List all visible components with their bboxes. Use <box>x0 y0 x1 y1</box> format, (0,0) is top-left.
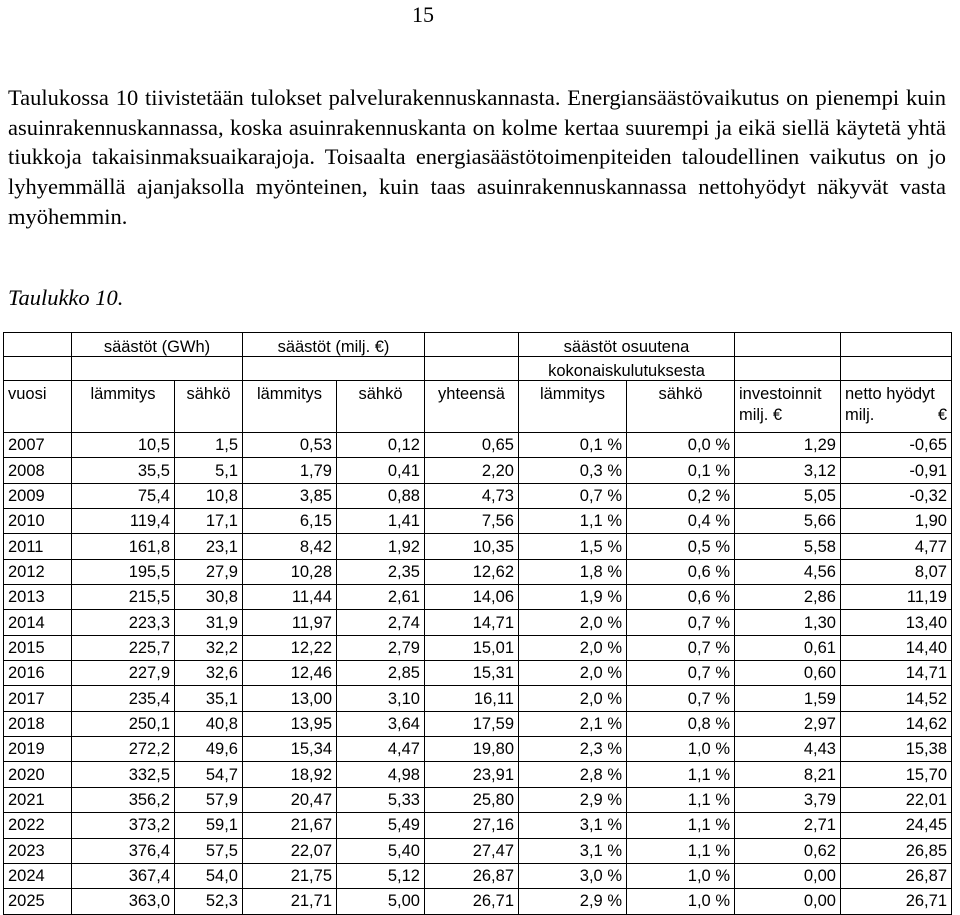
cell-year: 2013 <box>4 585 72 610</box>
cell-net-benefit: 8,07 <box>841 559 952 584</box>
cell-net-benefit: 1,90 <box>841 509 952 534</box>
cell-net-benefit: 15,38 <box>841 737 952 762</box>
cell-investments: 0,00 <box>735 889 841 914</box>
cell-heat-share: 2,0 % <box>519 686 627 711</box>
cell-year: 2017 <box>4 686 72 711</box>
cell-heat-gwh: 223,3 <box>72 610 175 635</box>
cell-investments: 5,05 <box>735 483 841 508</box>
cell-heat-share: 2,0 % <box>519 635 627 660</box>
cell-elec-share: 0,7 % <box>627 635 735 660</box>
header-blank <box>4 333 72 357</box>
cell-heat-gwh: 10,5 <box>72 433 175 458</box>
cell-heat-gwh: 356,2 <box>72 787 175 812</box>
cell-investments: 0,00 <box>735 863 841 888</box>
header-blank <box>425 357 519 381</box>
table-row <box>4 559 952 584</box>
column-header-elec-share: sähkö <box>627 381 735 433</box>
cell-total-meur: 0,65 <box>425 433 519 458</box>
table-row <box>4 863 952 888</box>
cell-heat-share: 1,9 % <box>519 585 627 610</box>
cell-elec-gwh: 54,7 <box>175 762 243 787</box>
table-row <box>4 534 952 559</box>
header-blank <box>72 357 243 381</box>
cell-heat-share: 3,1 % <box>519 813 627 838</box>
column-header-heat-meur: lämmitys <box>243 381 337 433</box>
cell-elec-gwh: 40,8 <box>175 711 243 736</box>
cell-elec-meur: 2,85 <box>337 661 425 686</box>
cell-heat-gwh: 373,2 <box>72 813 175 838</box>
cell-elec-gwh: 49,6 <box>175 737 243 762</box>
cell-net-benefit: 22,01 <box>841 787 952 812</box>
cell-net-benefit: -0,65 <box>841 433 952 458</box>
cell-heat-gwh: 250,1 <box>72 711 175 736</box>
cell-elec-gwh: 32,2 <box>175 635 243 660</box>
cell-elec-share: 0,5 % <box>627 534 735 559</box>
cell-heat-gwh: 376,4 <box>72 838 175 863</box>
cell-investments: 0,60 <box>735 661 841 686</box>
column-header-net-benefit: netto hyödyt milj. € <box>841 381 952 433</box>
savings-table <box>3 332 952 915</box>
table-row <box>4 433 952 458</box>
cell-heat-meur: 6,15 <box>243 509 337 534</box>
cell-year: 2018 <box>4 711 72 736</box>
cell-elec-gwh: 31,9 <box>175 610 243 635</box>
cell-elec-gwh: 57,5 <box>175 838 243 863</box>
cell-elec-meur: 5,33 <box>337 787 425 812</box>
cell-heat-meur: 3,85 <box>243 483 337 508</box>
cell-heat-share: 1,5 % <box>519 534 627 559</box>
cell-elec-share: 0,7 % <box>627 661 735 686</box>
cell-heat-share: 1,1 % <box>519 509 627 534</box>
cell-heat-meur: 11,44 <box>243 585 337 610</box>
cell-heat-gwh: 332,5 <box>72 762 175 787</box>
cell-net-benefit: -0,91 <box>841 458 952 483</box>
cell-investments: 4,56 <box>735 559 841 584</box>
cell-heat-gwh: 272,2 <box>72 737 175 762</box>
cell-total-meur: 23,91 <box>425 762 519 787</box>
cell-elec-share: 0,6 % <box>627 559 735 584</box>
table-row <box>4 635 952 660</box>
cell-investments: 3,12 <box>735 458 841 483</box>
cell-elec-gwh: 32,6 <box>175 661 243 686</box>
cell-investments: 5,58 <box>735 534 841 559</box>
cell-heat-share: 0,7 % <box>519 483 627 508</box>
cell-total-meur: 17,59 <box>425 711 519 736</box>
group-header-savings-gwh: säästöt (GWh) <box>72 333 243 357</box>
cell-year: 2023 <box>4 838 72 863</box>
cell-elec-gwh: 5,1 <box>175 458 243 483</box>
cell-elec-meur: 5,12 <box>337 863 425 888</box>
table-row <box>4 838 952 863</box>
cell-net-benefit: 4,77 <box>841 534 952 559</box>
column-header-heat-share: lämmitys <box>519 381 627 433</box>
cell-elec-share: 1,1 % <box>627 787 735 812</box>
cell-elec-meur: 0,12 <box>337 433 425 458</box>
cell-investments: 0,62 <box>735 838 841 863</box>
cell-net-benefit: 26,71 <box>841 889 952 914</box>
cell-elec-gwh: 27,9 <box>175 559 243 584</box>
cell-elec-meur: 5,49 <box>337 813 425 838</box>
cell-total-meur: 19,80 <box>425 737 519 762</box>
cell-elec-gwh: 54,0 <box>175 863 243 888</box>
cell-heat-share: 2,9 % <box>519 889 627 914</box>
cell-heat-meur: 21,71 <box>243 889 337 914</box>
cell-elec-share: 0,7 % <box>627 610 735 635</box>
header-blank <box>841 357 952 381</box>
cell-investments: 1,30 <box>735 610 841 635</box>
cell-total-meur: 14,06 <box>425 585 519 610</box>
cell-net-benefit: 14,40 <box>841 635 952 660</box>
cell-heat-gwh: 161,8 <box>72 534 175 559</box>
column-header-year: vuosi <box>4 381 72 433</box>
cell-heat-share: 2,0 % <box>519 610 627 635</box>
header-blank <box>243 357 425 381</box>
cell-elec-meur: 1,41 <box>337 509 425 534</box>
cell-total-meur: 12,62 <box>425 559 519 584</box>
group-header-share-line1: säästöt osuutena <box>519 333 735 357</box>
cell-net-benefit: -0,32 <box>841 483 952 508</box>
cell-elec-share: 1,0 % <box>627 863 735 888</box>
cell-year: 2015 <box>4 635 72 660</box>
cell-heat-gwh: 195,5 <box>72 559 175 584</box>
cell-elec-share: 0,8 % <box>627 711 735 736</box>
cell-year: 2022 <box>4 813 72 838</box>
cell-heat-share: 0,1 % <box>519 433 627 458</box>
cell-elec-share: 0,7 % <box>627 686 735 711</box>
cell-heat-share: 2,8 % <box>519 762 627 787</box>
cell-elec-share: 0,1 % <box>627 458 735 483</box>
cell-elec-meur: 3,10 <box>337 686 425 711</box>
cell-elec-share: 0,4 % <box>627 509 735 534</box>
cell-heat-gwh: 367,4 <box>72 863 175 888</box>
table-row <box>4 458 952 483</box>
table-row <box>4 813 952 838</box>
cell-net-benefit: 14,71 <box>841 661 952 686</box>
cell-net-benefit: 26,87 <box>841 863 952 888</box>
column-header-investments: investoinnit milj. € <box>735 381 841 433</box>
group-header-savings-meur: säästöt (milj. €) <box>243 333 425 357</box>
cell-elec-share: 1,0 % <box>627 889 735 914</box>
cell-investments: 2,97 <box>735 711 841 736</box>
cell-year: 2014 <box>4 610 72 635</box>
header-blank <box>735 333 841 357</box>
table-caption: Taulukko 10. <box>8 285 124 310</box>
cell-net-benefit: 14,62 <box>841 711 952 736</box>
cell-elec-share: 1,1 % <box>627 838 735 863</box>
cell-total-meur: 16,11 <box>425 686 519 711</box>
cell-heat-meur: 12,22 <box>243 635 337 660</box>
cell-year: 2010 <box>4 509 72 534</box>
cell-total-meur: 26,71 <box>425 889 519 914</box>
cell-heat-gwh: 75,4 <box>72 483 175 508</box>
cell-heat-share: 2,9 % <box>519 787 627 812</box>
cell-investments: 3,79 <box>735 787 841 812</box>
cell-total-meur: 2,20 <box>425 458 519 483</box>
column-header-heat-gwh: lämmitys <box>72 381 175 433</box>
cell-year: 2011 <box>4 534 72 559</box>
table-row <box>4 610 952 635</box>
table-row <box>4 661 952 686</box>
cell-investments: 1,59 <box>735 686 841 711</box>
cell-year: 2016 <box>4 661 72 686</box>
cell-elec-share: 0,2 % <box>627 483 735 508</box>
cell-elec-meur: 1,92 <box>337 534 425 559</box>
cell-elec-share: 1,0 % <box>627 737 735 762</box>
cell-net-benefit: 15,70 <box>841 762 952 787</box>
cell-elec-meur: 4,47 <box>337 737 425 762</box>
cell-net-benefit: 11,19 <box>841 585 952 610</box>
cell-total-meur: 27,16 <box>425 813 519 838</box>
table-row <box>4 762 952 787</box>
header-blank <box>4 357 72 381</box>
cell-elec-gwh: 52,3 <box>175 889 243 914</box>
cell-heat-share: 2,0 % <box>519 661 627 686</box>
cell-investments: 2,71 <box>735 813 841 838</box>
cell-total-meur: 10,35 <box>425 534 519 559</box>
cell-heat-meur: 1,79 <box>243 458 337 483</box>
cell-heat-meur: 0,53 <box>243 433 337 458</box>
cell-heat-meur: 22,07 <box>243 838 337 863</box>
cell-year: 2009 <box>4 483 72 508</box>
cell-total-meur: 27,47 <box>425 838 519 863</box>
cell-investments: 2,86 <box>735 585 841 610</box>
cell-total-meur: 26,87 <box>425 863 519 888</box>
cell-total-meur: 4,73 <box>425 483 519 508</box>
cell-heat-share: 3,0 % <box>519 863 627 888</box>
cell-heat-meur: 21,67 <box>243 813 337 838</box>
cell-net-benefit: 14,52 <box>841 686 952 711</box>
cell-elec-gwh: 17,1 <box>175 509 243 534</box>
cell-heat-gwh: 363,0 <box>72 889 175 914</box>
cell-heat-share: 0,3 % <box>519 458 627 483</box>
cell-year: 2008 <box>4 458 72 483</box>
cell-elec-share: 1,1 % <box>627 762 735 787</box>
cell-heat-meur: 11,97 <box>243 610 337 635</box>
cell-heat-meur: 12,46 <box>243 661 337 686</box>
cell-elec-meur: 2,74 <box>337 610 425 635</box>
cell-elec-meur: 3,64 <box>337 711 425 736</box>
table-row <box>4 737 952 762</box>
cell-elec-meur: 2,79 <box>337 635 425 660</box>
cell-heat-meur: 10,28 <box>243 559 337 584</box>
cell-total-meur: 14,71 <box>425 610 519 635</box>
cell-elec-meur: 5,40 <box>337 838 425 863</box>
cell-investments: 0,61 <box>735 635 841 660</box>
cell-elec-meur: 0,88 <box>337 483 425 508</box>
cell-elec-share: 0,0 % <box>627 433 735 458</box>
column-header-total-meur: yhteensä <box>425 381 519 433</box>
cell-elec-meur: 0,41 <box>337 458 425 483</box>
table-row <box>4 787 952 812</box>
cell-net-benefit: 13,40 <box>841 610 952 635</box>
cell-net-benefit: 26,85 <box>841 838 952 863</box>
cell-heat-meur: 8,42 <box>243 534 337 559</box>
cell-heat-meur: 21,75 <box>243 863 337 888</box>
cell-elec-gwh: 30,8 <box>175 585 243 610</box>
cell-heat-meur: 13,00 <box>243 686 337 711</box>
cell-investments: 1,29 <box>735 433 841 458</box>
cell-total-meur: 7,56 <box>425 509 519 534</box>
cell-elec-gwh: 10,8 <box>175 483 243 508</box>
cell-year: 2025 <box>4 889 72 914</box>
cell-elec-gwh: 57,9 <box>175 787 243 812</box>
cell-heat-meur: 13,95 <box>243 711 337 736</box>
cell-heat-gwh: 235,4 <box>72 686 175 711</box>
cell-elec-meur: 2,61 <box>337 585 425 610</box>
cell-heat-meur: 20,47 <box>243 787 337 812</box>
header-blank <box>735 357 841 381</box>
cell-heat-gwh: 119,4 <box>72 509 175 534</box>
body-paragraph: Taulukossa 10 tiivistetään tulokset palvelurakennuskannasta. Energiansäästövaikutus on pienempi kuin asuinrakennuskannassa, koska asuinrakennuskanta on kolme kertaa suurempi ja eikä siellä käytetä yhtä tiukkoja takaisinmaksuaikarajoja. Toisaalta energiasäästötoimenpiteiden taloudellinen vaikutus on jo lyhyemmällä ajanjaksolla myönteinen, kuin taas asuinrakennuskannassa nettohyödyt näkyvät vasta myöhemmin. <box>8 85 946 229</box>
cell-heat-share: 3,1 % <box>519 838 627 863</box>
table-row <box>4 889 952 914</box>
cell-heat-gwh: 225,7 <box>72 635 175 660</box>
cell-elec-gwh: 35,1 <box>175 686 243 711</box>
cell-heat-meur: 18,92 <box>243 762 337 787</box>
cell-total-meur: 25,80 <box>425 787 519 812</box>
cell-elec-meur: 5,00 <box>337 889 425 914</box>
table-row <box>4 711 952 736</box>
cell-elec-meur: 2,35 <box>337 559 425 584</box>
cell-heat-gwh: 227,9 <box>72 661 175 686</box>
cell-elec-gwh: 23,1 <box>175 534 243 559</box>
cell-elec-gwh: 1,5 <box>175 433 243 458</box>
cell-total-meur: 15,31 <box>425 661 519 686</box>
column-header-elec-gwh: sähkö <box>175 381 243 433</box>
cell-year: 2020 <box>4 762 72 787</box>
cell-year: 2007 <box>4 433 72 458</box>
cell-elec-share: 1,1 % <box>627 813 735 838</box>
table-row <box>4 585 952 610</box>
table-row <box>4 509 952 534</box>
cell-year: 2012 <box>4 559 72 584</box>
cell-year: 2021 <box>4 787 72 812</box>
cell-year: 2024 <box>4 863 72 888</box>
page-number: 15 <box>412 2 434 27</box>
table-row <box>4 686 952 711</box>
header-blank <box>425 333 519 357</box>
cell-investments: 5,66 <box>735 509 841 534</box>
cell-year: 2019 <box>4 737 72 762</box>
cell-total-meur: 15,01 <box>425 635 519 660</box>
group-header-share-line2: kokonaiskulutuksesta <box>519 357 735 381</box>
header-blank <box>841 333 952 357</box>
cell-elec-gwh: 59,1 <box>175 813 243 838</box>
cell-heat-meur: 15,34 <box>243 737 337 762</box>
cell-investments: 8,21 <box>735 762 841 787</box>
cell-heat-gwh: 215,5 <box>72 585 175 610</box>
cell-heat-share: 2,1 % <box>519 711 627 736</box>
cell-elec-share: 0,6 % <box>627 585 735 610</box>
cell-net-benefit: 24,45 <box>841 813 952 838</box>
cell-heat-gwh: 35,5 <box>72 458 175 483</box>
table-row <box>4 483 952 508</box>
cell-elec-meur: 4,98 <box>337 762 425 787</box>
cell-heat-share: 1,8 % <box>519 559 627 584</box>
cell-investments: 4,43 <box>735 737 841 762</box>
cell-heat-share: 2,3 % <box>519 737 627 762</box>
column-header-elec-meur: sähkö <box>337 381 425 433</box>
